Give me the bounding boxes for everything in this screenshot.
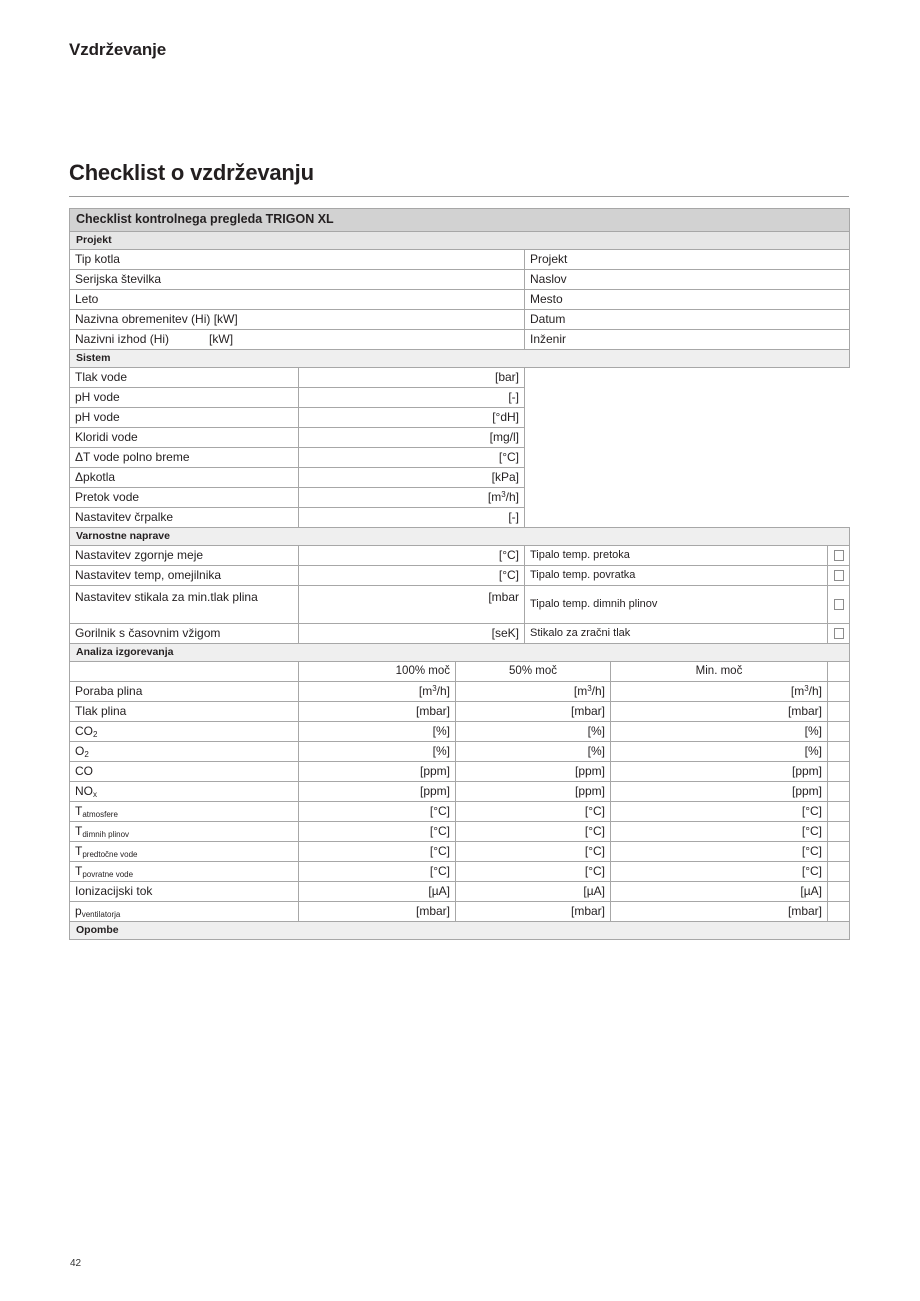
- field-label: Nastavitev zgornje meje: [70, 546, 299, 566]
- table-row: [70, 902, 850, 922]
- table-row: [70, 742, 850, 762]
- analiza-header-row: [70, 662, 850, 682]
- field-label: Gorilnik s časovnim vžigom: [70, 624, 299, 644]
- section-label: Varnostne naprave: [70, 527, 850, 545]
- value-cell-50[interactable]: [mbar]: [456, 702, 611, 722]
- unit-input-cell[interactable]: [299, 467, 525, 487]
- field-label: [70, 742, 299, 762]
- checkbox-icon[interactable]: [834, 550, 844, 561]
- field-label: [70, 702, 299, 722]
- field-label: Nazivna obremenitev (Hi) [kW]: [70, 309, 525, 329]
- section-header-analiza: [70, 644, 850, 662]
- value-cell-min[interactable]: [ppm]: [611, 762, 828, 782]
- empty-cell: [525, 387, 850, 407]
- value-cell-min[interactable]: [µA]: [611, 882, 828, 902]
- trailing-cell: [828, 822, 850, 842]
- field-label: [70, 722, 299, 742]
- field-label: Nastavitev črpalke: [70, 507, 299, 527]
- table-row: [70, 309, 850, 329]
- value-cell-50[interactable]: [%]: [456, 742, 611, 762]
- subscript: predtočne vode: [82, 850, 138, 860]
- subscript: x: [93, 790, 97, 800]
- unit-input-cell[interactable]: $[m^3/h]$: [299, 487, 525, 507]
- trailing-cell: [828, 802, 850, 822]
- subscript: atmosfere: [82, 810, 118, 820]
- value-cell-50[interactable]: [°C]: [456, 802, 611, 822]
- value-cell-100[interactable]: [µA]: [299, 882, 456, 902]
- section-label: Projekt: [70, 231, 850, 249]
- table-row: [70, 822, 850, 842]
- table-row: [70, 407, 850, 427]
- unit-input-cell[interactable]: [299, 546, 525, 566]
- value-cell-100[interactable]: [°C]: [299, 862, 456, 882]
- table-row: [70, 367, 850, 387]
- field-label-text: CO: [75, 764, 93, 779]
- value-cell-min[interactable]: [°C]: [611, 862, 828, 882]
- empty-cell: [525, 367, 850, 387]
- table-title-row: [70, 209, 850, 232]
- maintenance-checklist-table: [69, 208, 850, 940]
- unit-input-cell[interactable]: [299, 387, 525, 407]
- trailing-cell: [828, 702, 850, 722]
- field-label-text: CO: [75, 724, 93, 739]
- col-header-trailing: [828, 662, 850, 682]
- field-label: [70, 862, 299, 882]
- unit-label: [°C]: [498, 568, 519, 582]
- table-row: [70, 546, 850, 566]
- field-label: [70, 882, 299, 902]
- value-cell-min[interactable]: [%]: [611, 742, 828, 762]
- unit-input-cell[interactable]: [299, 624, 525, 644]
- value-cell-50[interactable]: [%]: [456, 722, 611, 742]
- trailing-cell: [828, 782, 850, 802]
- device-label: Tipalo temp. dimnih plinov: [525, 586, 828, 624]
- table-row: [70, 487, 850, 507]
- subscript: ventilatorja: [81, 910, 121, 920]
- table-row: [70, 682, 850, 702]
- table-row: [70, 842, 850, 862]
- field-label: pH vode: [70, 387, 299, 407]
- field-label: pH vode: [70, 407, 299, 427]
- field-label: [70, 902, 299, 922]
- unit-label: [kPa]: [491, 469, 519, 484]
- table-body: [70, 209, 850, 940]
- value-cell-min[interactable]: [ppm]: [611, 782, 828, 802]
- value-cell-50[interactable]: [µA]: [456, 882, 611, 902]
- field-label: Mesto: [525, 289, 850, 309]
- value-cell-min[interactable]: [°C]: [611, 842, 828, 862]
- value-cell-50[interactable]: $[m^3/h]$: [456, 682, 611, 702]
- unit-label: [-]: [508, 389, 519, 404]
- field-label: Pretok vode: [70, 487, 299, 507]
- unit-input-cell[interactable]: [299, 507, 525, 527]
- field-label: Leto: [70, 289, 525, 309]
- subscript: 2: [93, 730, 98, 740]
- value-cell-50[interactable]: [°C]: [456, 842, 611, 862]
- field-label: Datum: [525, 309, 850, 329]
- field-label-text: T: [75, 824, 83, 839]
- table-row: [70, 566, 850, 586]
- checkbox-icon[interactable]: [834, 628, 844, 639]
- field-label: [70, 842, 299, 862]
- field-label-text: T: [75, 804, 83, 819]
- field-label: Naslov: [525, 269, 850, 289]
- section-header-varnostne: [70, 527, 850, 545]
- section-header-sistem: [70, 349, 850, 367]
- unit-label: [bar]: [494, 369, 519, 384]
- field-label-text: Tlak plina: [75, 704, 127, 719]
- table-row: [70, 387, 850, 407]
- field-label-text: O: [75, 744, 85, 759]
- checkbox-icon[interactable]: [834, 599, 844, 610]
- field-label: [70, 682, 299, 702]
- unit-label: [°C]: [498, 548, 519, 562]
- field-label: Projekt: [525, 249, 850, 269]
- field-label-text: T: [75, 864, 83, 879]
- running-head: Vzdrževanje: [69, 40, 167, 59]
- table-row: [70, 507, 850, 527]
- field-label: Δpkotla: [70, 467, 299, 487]
- table-row: [70, 782, 850, 802]
- field-label-text: Poraba plina: [75, 684, 143, 699]
- page-number: 42: [70, 1258, 82, 1269]
- unit-input-cell[interactable]: [299, 566, 525, 586]
- field-label: Nazivni izhod (Hi) [kW]: [70, 329, 525, 349]
- trailing-cell: [828, 862, 850, 882]
- field-label-text: p: [75, 904, 82, 919]
- value-cell-100[interactable]: [%]: [299, 742, 456, 762]
- device-label: Tipalo temp. pretoka: [525, 546, 828, 566]
- trailing-cell: [828, 902, 850, 922]
- field-label: Serijska številka: [70, 269, 525, 289]
- value-cell-100[interactable]: [ppm]: [299, 762, 456, 782]
- field-label: [70, 762, 299, 782]
- unit-input-cell[interactable]: [299, 586, 525, 624]
- device-label: Tipalo temp. povratka: [525, 566, 828, 586]
- checkbox-cell[interactable]: [828, 566, 850, 586]
- value-cell-100[interactable]: [°C]: [299, 842, 456, 862]
- trailing-cell: [828, 882, 850, 902]
- field-label: ΔT vode polno breme: [70, 447, 299, 467]
- table-row: [70, 447, 850, 467]
- field-label-text: Ionizacijski tok: [75, 884, 153, 899]
- checkbox-cell[interactable]: [828, 586, 850, 624]
- value-cell-min[interactable]: [%]: [611, 722, 828, 742]
- trailing-cell: [828, 742, 850, 762]
- empty-cell: [525, 507, 850, 527]
- col-header-blank: [70, 662, 299, 682]
- subscript: povratne vode: [82, 870, 134, 880]
- table-row: [70, 882, 850, 902]
- unit-label: [mg/l]: [489, 429, 519, 444]
- value-cell-50[interactable]: [ppm]: [456, 762, 611, 782]
- field-label: [70, 822, 299, 842]
- value-cell-100[interactable]: [mbar]: [299, 702, 456, 722]
- trailing-cell: [828, 762, 850, 782]
- value-cell-min[interactable]: [mbar]: [611, 702, 828, 722]
- checkbox-cell[interactable]: [828, 624, 850, 644]
- unit-input-cell[interactable]: [299, 407, 525, 427]
- empty-cell: [525, 447, 850, 467]
- unit-input-cell[interactable]: [299, 427, 525, 447]
- value-cell-100[interactable]: [°C]: [299, 822, 456, 842]
- section-header-projekt: [70, 231, 850, 249]
- table-title: Checklist kontrolnega pregleda TRIGON XL: [70, 209, 850, 232]
- trailing-cell: [828, 682, 850, 702]
- table-row: [70, 586, 850, 624]
- value-cell-100[interactable]: [°C]: [299, 802, 456, 822]
- empty-cell: [525, 487, 850, 507]
- section-label: Opombe: [70, 922, 850, 940]
- table-row: [70, 329, 850, 349]
- col-header-min: Min. moč: [611, 662, 828, 682]
- table-row: [70, 802, 850, 822]
- empty-cell: [525, 467, 850, 487]
- unit-label: [-]: [508, 509, 519, 524]
- value-cell-50[interactable]: [ppm]: [456, 782, 611, 802]
- unit-input-cell[interactable]: [299, 367, 525, 387]
- checkbox-cell[interactable]: [828, 546, 850, 566]
- field-label: Tip kotla: [70, 249, 525, 269]
- field-label: Tlak vode: [70, 367, 299, 387]
- unit-label: [seK]: [491, 626, 519, 640]
- unit-label: [mbar: [488, 590, 519, 604]
- unit-label: [°C]: [498, 449, 519, 464]
- section-label: Sistem: [70, 349, 850, 367]
- value-cell-100[interactable]: [%]: [299, 722, 456, 742]
- table-row: [70, 702, 850, 722]
- value-cell-50[interactable]: [mbar]: [456, 902, 611, 922]
- unit-input-cell[interactable]: [299, 447, 525, 467]
- trailing-cell: [828, 722, 850, 742]
- field-label: [70, 802, 299, 822]
- table-row: [70, 249, 850, 269]
- table-row: [70, 722, 850, 742]
- device-label: Stikalo za zračni tlak: [525, 624, 828, 644]
- table-row: [70, 624, 850, 644]
- page-title: Checklist o vzdrževanju: [69, 160, 314, 185]
- table-row: [70, 862, 850, 882]
- unit-label: [°dH]: [492, 409, 519, 424]
- empty-cell: [525, 407, 850, 427]
- subscript: dimnih plinov: [82, 830, 130, 840]
- value-cell-min[interactable]: [mbar]: [611, 902, 828, 922]
- checkbox-icon[interactable]: [834, 570, 844, 581]
- value-cell-50[interactable]: [°C]: [456, 862, 611, 882]
- table-row: [70, 467, 850, 487]
- value-cell-100[interactable]: [ppm]: [299, 782, 456, 802]
- empty-cell: [525, 427, 850, 447]
- value-cell-min[interactable]: $[m^3/h]$: [611, 682, 828, 702]
- field-label: Nastavitev stikala za min.tlak plina: [70, 586, 299, 624]
- table-row: [70, 289, 850, 309]
- subscript: 2: [84, 750, 89, 760]
- section-header-opombe: [70, 922, 850, 940]
- field-label: [70, 782, 299, 802]
- field-label: Inženir: [525, 329, 850, 349]
- value-cell-min[interactable]: [°C]: [611, 802, 828, 822]
- value-cell-50[interactable]: [°C]: [456, 822, 611, 842]
- section-label: Analiza izgorevanja: [70, 644, 850, 662]
- value-cell-100[interactable]: [mbar]: [299, 902, 456, 922]
- value-cell-min[interactable]: [°C]: [611, 822, 828, 842]
- title-divider: [69, 196, 849, 197]
- trailing-cell: [828, 842, 850, 862]
- value-cell-100[interactable]: $[m^3/h]$: [299, 682, 456, 702]
- col-header-100: 100% moč: [299, 662, 456, 682]
- table-row: [70, 427, 850, 447]
- table-row: [70, 762, 850, 782]
- field-label-text: T: [75, 844, 83, 859]
- field-label-text: NO: [75, 784, 93, 799]
- field-label: Nastavitev temp, omejilnika: [70, 566, 299, 586]
- field-label: Kloridi vode: [70, 427, 299, 447]
- col-header-50: 50% moč: [456, 662, 611, 682]
- table-row: [70, 269, 850, 289]
